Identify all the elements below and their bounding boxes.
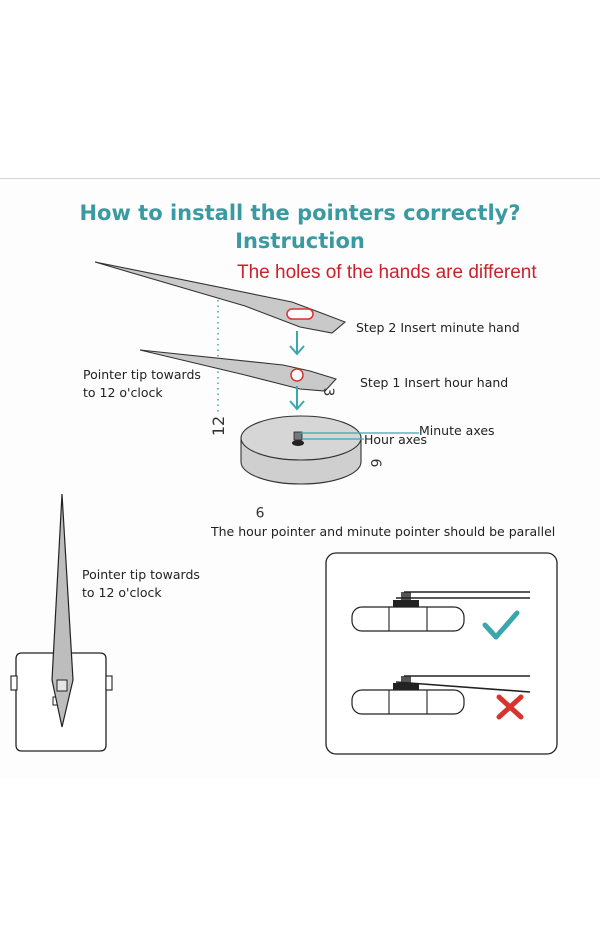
minute-axes-label: Minute axes [419,423,495,438]
page-title: How to install the pointers correctly? [79,201,521,225]
pointer-hand-vertical [52,494,73,727]
pointer-tip-line1: Pointer tip towards [83,367,201,382]
dial-number-9: 9 [255,503,265,519]
pointer-tip-line1-bottom: Pointer tip towards [82,567,200,582]
dial-number-6: 6 [367,458,383,468]
pointer-tip-note-top [83,366,201,402]
comparison-box [326,553,557,754]
parallel-note: The hour pointer and minute pointer should be parallel [211,524,556,539]
page-subtitle-instruction: Instruction [235,229,365,253]
dial-number-12: 12 [209,415,228,437]
step1-label: Step 1 Insert hour hand [360,375,509,390]
hour-axes-label: Hour axes [364,432,427,447]
minute-hand [95,262,345,333]
pointer-tip-note-bottom [82,566,200,602]
down-arrow-icon [290,331,304,354]
holes-different-note: The holes of the hands are different [237,262,537,283]
pointer-tip-line2-bottom: to 12 o'clock [82,585,162,600]
clock-movement-disc [241,416,361,484]
minute-hand-hole [287,309,313,319]
pointer-hand-hub [57,680,67,691]
hour-hand-hole [291,369,303,381]
step2-label: Step 2 Insert minute hand [356,320,520,335]
dial-number-3: 3 [320,387,336,397]
pointer-tip-line2: to 12 o'clock [83,385,163,400]
